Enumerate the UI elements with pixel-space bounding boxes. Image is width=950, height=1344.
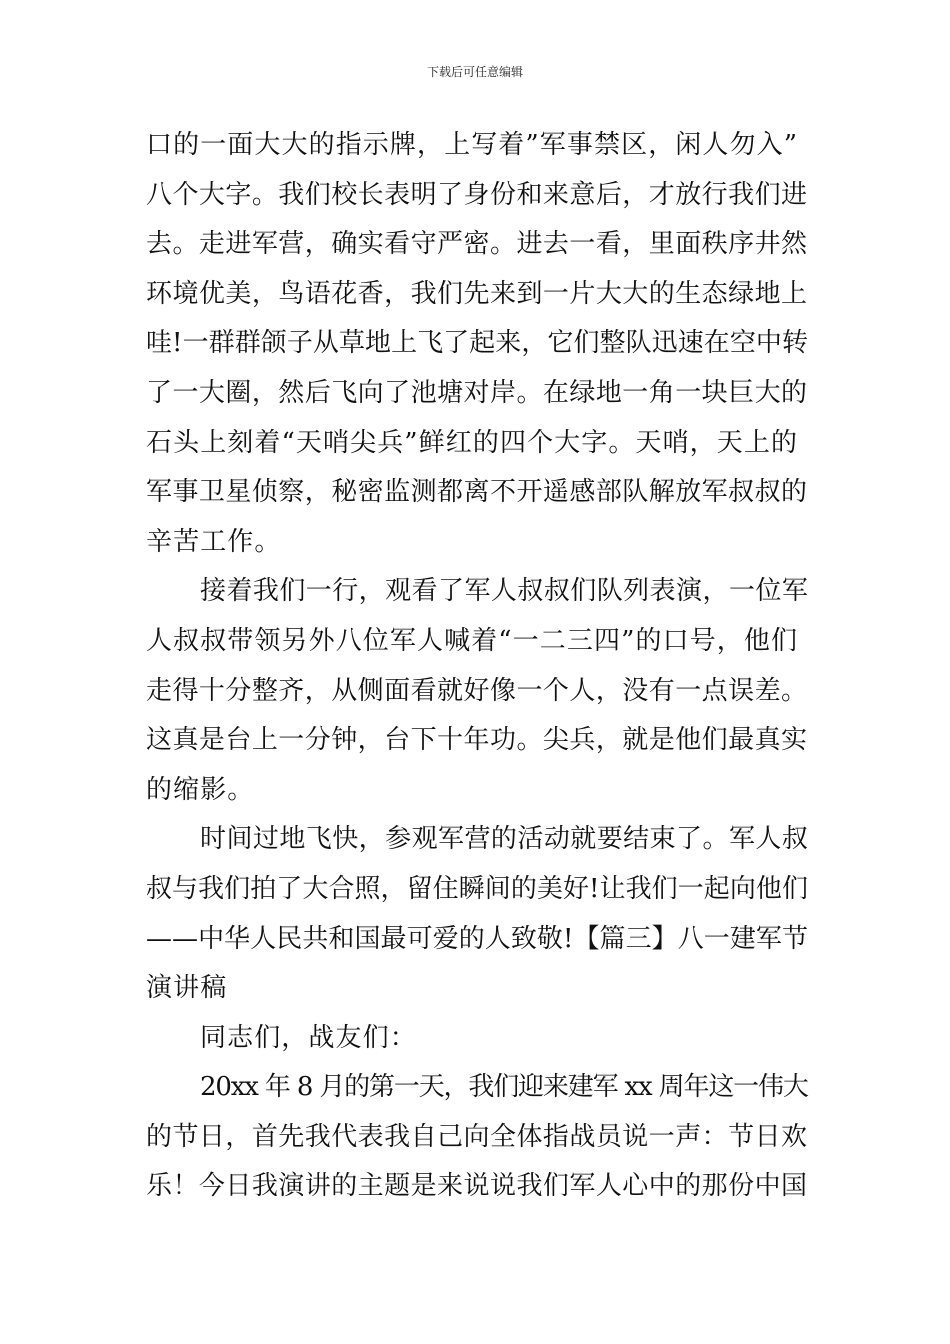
text-line: 人叔叔带领另外八位军人喊着“一二三四”的口号，他们 [146, 625, 799, 656]
text-line: 同志们，战友们： [200, 1022, 417, 1053]
text-line: 这真是台上一分钟，台下十年功。尖兵，就是他们最真实 [146, 725, 808, 756]
text-line: 时间过地飞快，参观军营的活动就要结束了。军人叔 [200, 824, 809, 855]
text-line: ——中华人民共和国最可爱的人致敬!【篇三】八一建军节 [146, 923, 809, 954]
text-line: 环境优美，鸟语花香，我们先来到一片大大的生态绿地上 [146, 278, 808, 309]
text-line: 乐！今日我演讲的主题是来说说我们军人心中的那份中国 [146, 1171, 808, 1202]
text-line: 走得十分整齐，从侧面看就好像一个人，没有一点误差。 [146, 675, 808, 706]
text-line: 口的一面大大的指示牌，上写着”军事禁区，闲人勿入” [146, 130, 799, 160]
text-line: 叔与我们拍了大合照，留住瞬间的美好!让我们一起向他们 [146, 873, 809, 904]
text-line: 的缩影。 [146, 774, 255, 805]
text-line: 辛苦工作。 [146, 526, 282, 557]
document-body [146, 121, 808, 1212]
text-line: 八个大字。我们校长表明了身份和来意后，才放行我们进 [146, 179, 808, 210]
text-line: 石头上刻着“天哨尖兵”鲜红的四个大字。天哨，天上的 [146, 427, 799, 458]
text-line: 去。走进军营，确实看守严密。进去一看，里面秩序井然 [146, 229, 808, 260]
text-line: 演讲稿 [146, 973, 228, 1004]
text-line: 的节日，首先我代表我自己向全体指战员说一声：节日欢 [146, 1121, 808, 1152]
text-line: 哇!一群群颌子从草地上飞了起来，它们整队迅速在空中转 [146, 328, 809, 359]
page-header: 下载后可任意编辑 [426, 65, 523, 79]
text-line: 军事卫星侦察，秘密监测都离不开遥感部队解放军叔叔的 [146, 477, 808, 508]
text-line: 接着我们一行，观看了军人叔叔们队列表演，一位军 [200, 576, 809, 607]
text-line: 了一大圈，然后飞向了池塘对岸。在绿地一角一块巨大的 [146, 377, 808, 408]
text-line: 20xx 年 8 月的第一天，我们迎来建军 xx 周年这一伟大 [200, 1072, 808, 1103]
